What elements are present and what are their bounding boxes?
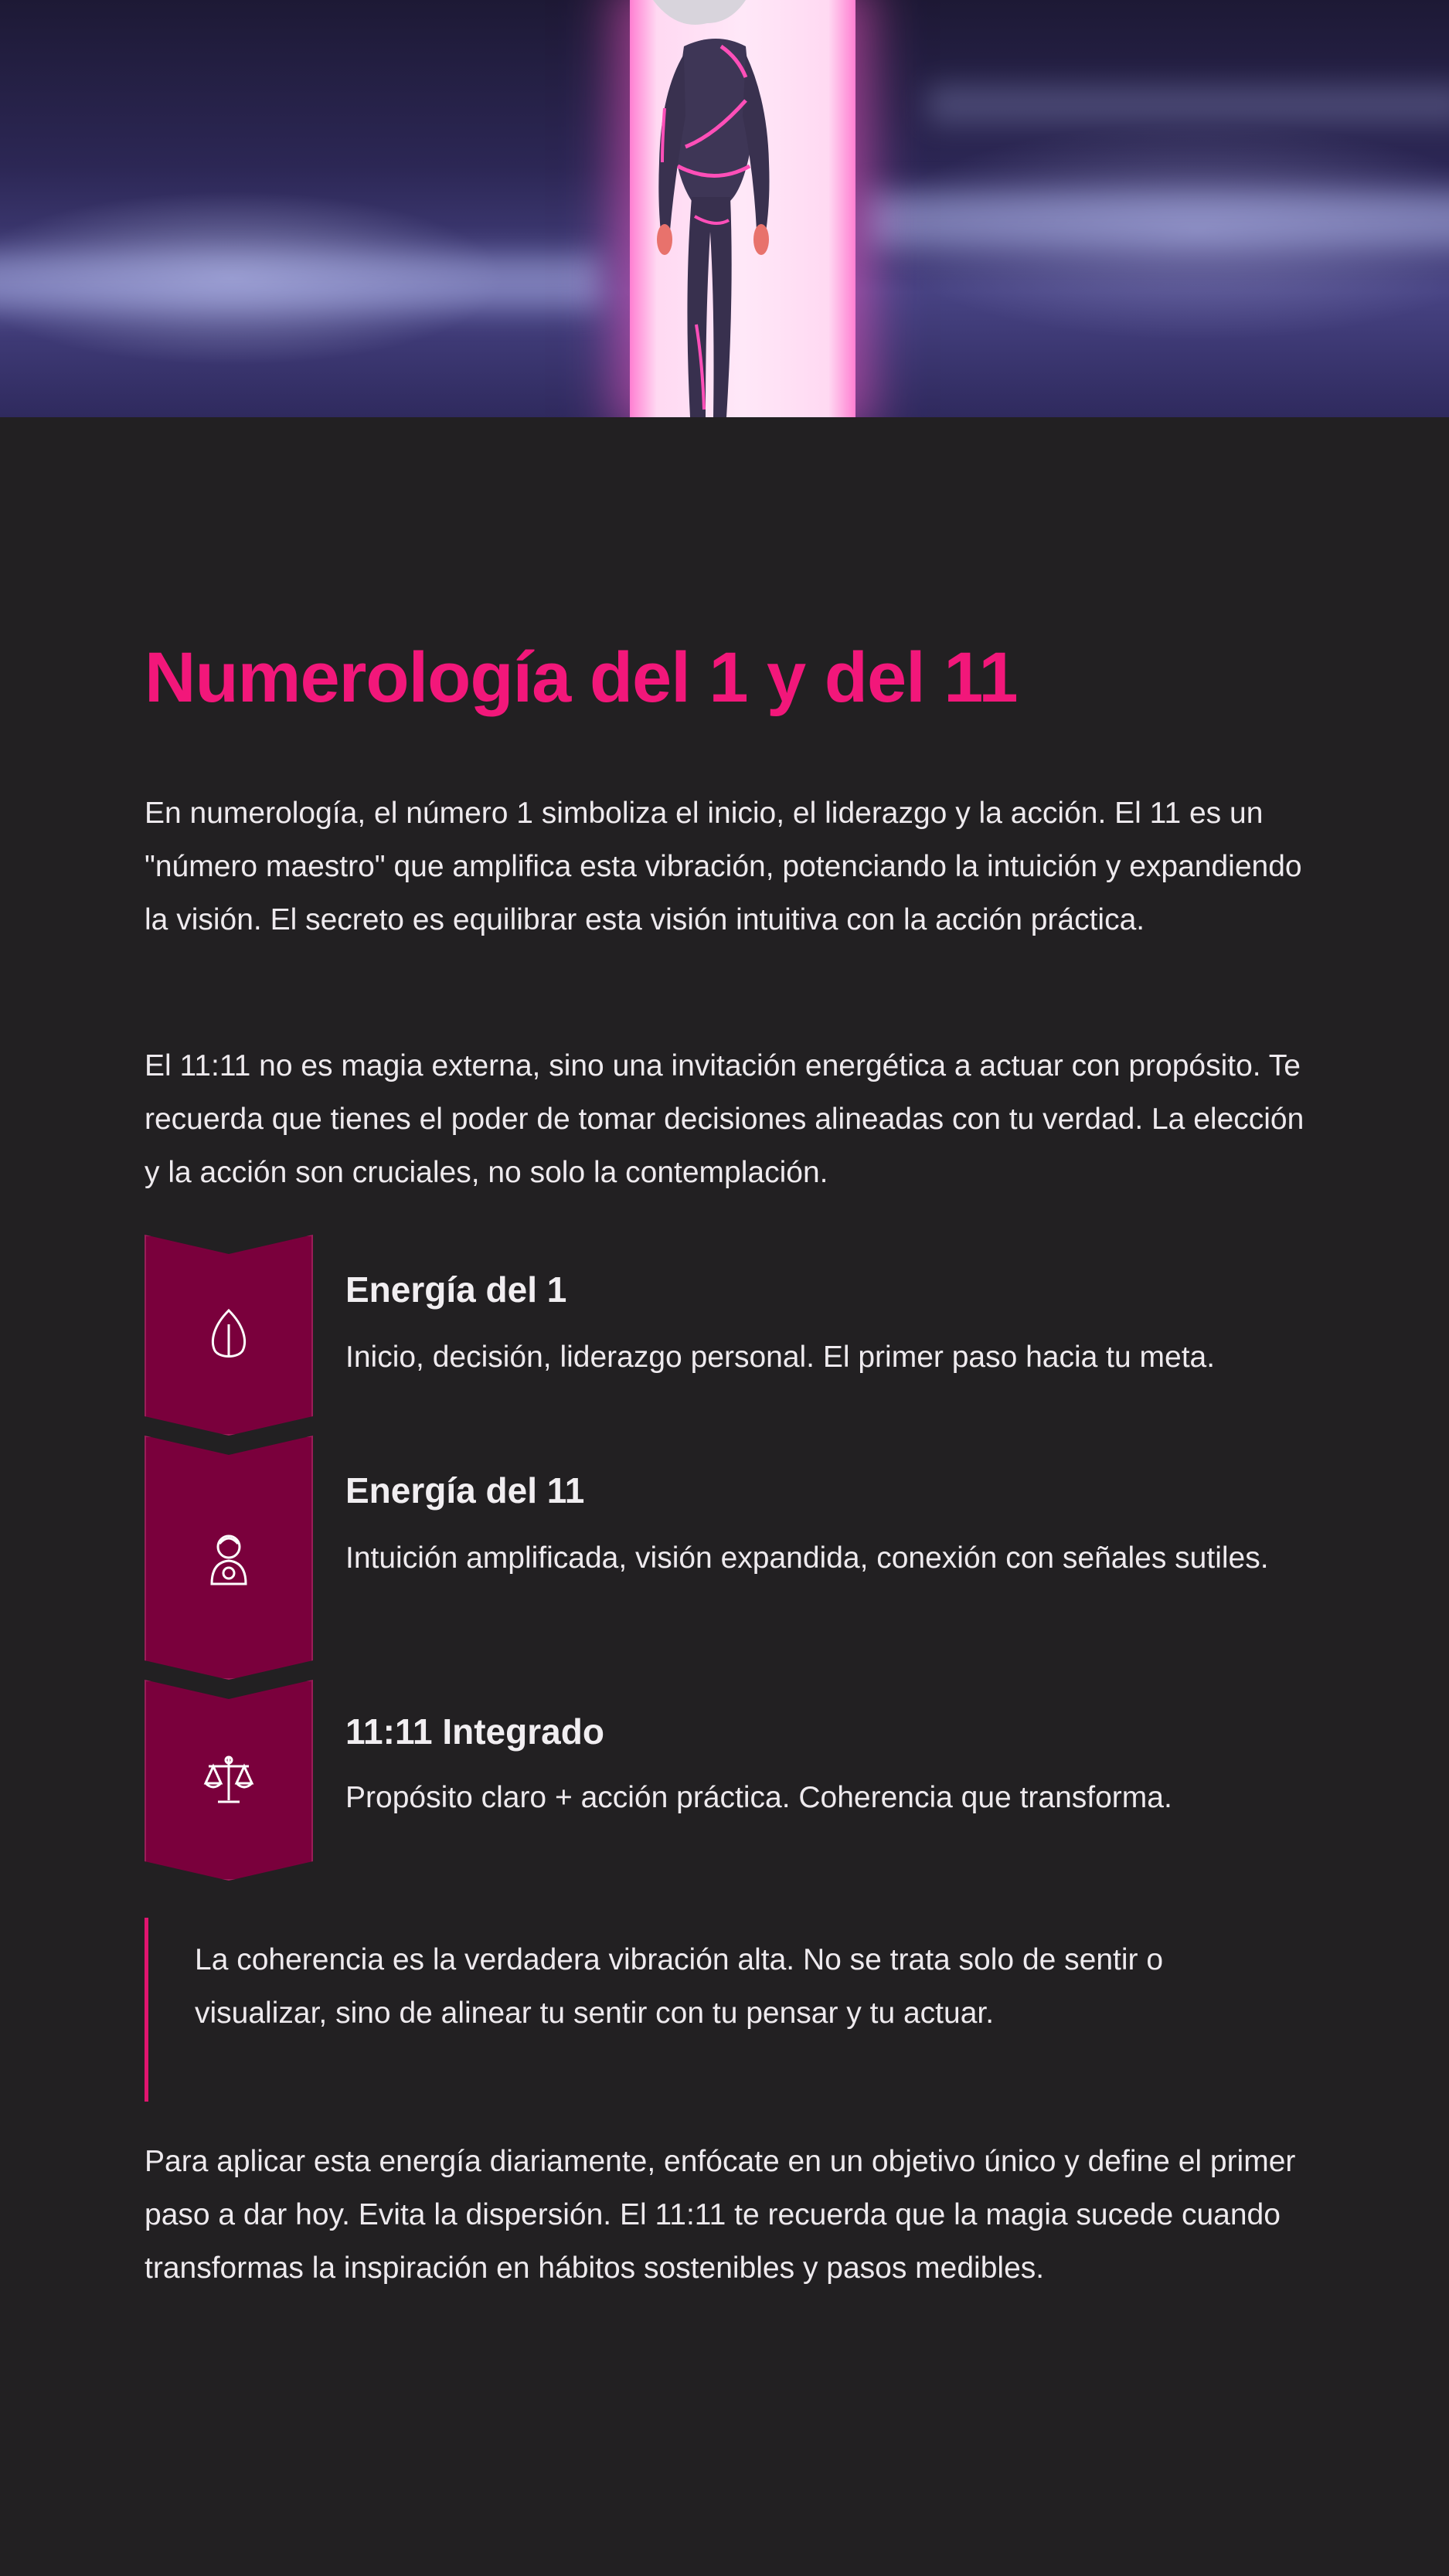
leaf-icon <box>207 1307 250 1363</box>
feature-title: Energía del 11 <box>345 1470 585 1511</box>
feature-chevron <box>145 1436 313 1680</box>
hero-image <box>0 0 1449 417</box>
feature-energia-11 <box>145 1436 1335 1680</box>
feature-description: Propósito claro + acción práctica. Coherencia que transforma. <box>345 1781 1172 1814</box>
feature-description: Inicio, decisión, liderazgo personal. El primer paso hacia tu meta. <box>345 1341 1216 1374</box>
feature-chevron <box>145 1680 313 1881</box>
feature-energia-1 <box>145 1235 1335 1436</box>
feature-title: Energía del 1 <box>345 1269 567 1310</box>
walking-figure <box>630 0 855 417</box>
feature-title: 11:11 Integrado <box>345 1711 604 1752</box>
feature-description: Intuición amplificada, visión expandida, conexión con señales sutiles. <box>345 1541 1269 1575</box>
balance-scale-icon <box>201 1752 257 1808</box>
paragraph-11-11: El 11:11 no es magia externa, sino una invitación energética a actuar con propósito. Te recuerda que tienes el poder de tomar decisiones alineadas con tu verdad. La elección y la acción son cruciales, no solo la contemplación. <box>145 1049 1304 1189</box>
closing-paragraph: Para aplicar esta energía diariamente, enfócate en un objetivo único y define el primer paso a dar hoy. Evita la dispersión. El 11:11 te recuerda que la magia sucede cuando transformas la inspiración en hábitos sostenibles y pasos medibles. <box>145 2145 1296 2285</box>
quote-text: La coherencia es la verdadera vibración alta. No se trata solo de sentir o visualizar, sino de alinear tu sentir con tu pensar y tu actuar. <box>195 1943 1164 2030</box>
feature-chevron <box>145 1235 313 1436</box>
feature-integrado <box>145 1680 1335 1881</box>
page-title: Numerología del 1 y del 11 <box>145 638 1018 717</box>
intro-paragraph: En numerología, el número 1 simboliza el inicio, el liderazgo y la acción. El 11 es un "número maestro" que amplifica esta vibración, potenciando la intuición y expandiendo la visión. El secreto es equilibrar esta visión intuitiva con la acción práctica. <box>145 797 1302 936</box>
person-icon <box>204 1530 253 1585</box>
blockquote <box>145 1918 1323 2102</box>
